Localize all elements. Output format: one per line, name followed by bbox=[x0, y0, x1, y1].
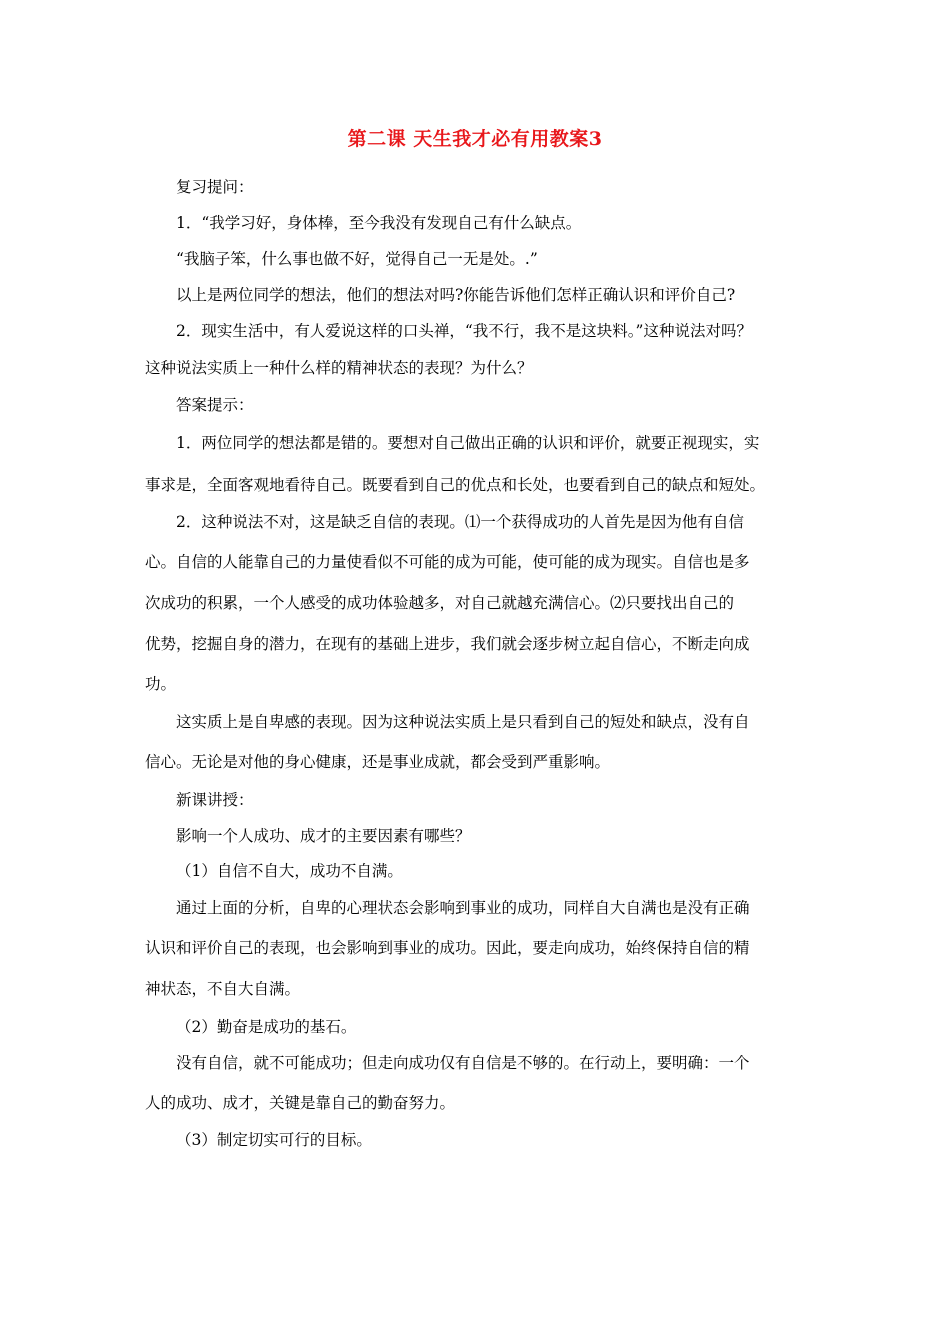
text-line: 认识和评价自己的表现，也会影响到事业的成功。因此，要走向成功，始终保持自信的精 bbox=[145, 939, 750, 957]
text-line: 人的成功、成才，关键是靠自己的勤奋努力。 bbox=[145, 1094, 456, 1112]
text-line: 功。 bbox=[145, 675, 177, 693]
text-line: 1．“我学习好，身体棒，至今我没有发现自己有什么缺点。 bbox=[176, 214, 582, 232]
text-line: 这种说法实质上一种什么样的精神状态的表现？为什么？ bbox=[145, 359, 533, 377]
text-line: 心。自信的人能靠自己的力量使看似不可能的成为可能，使可能的成为现实。自信也是多 bbox=[145, 553, 750, 571]
text-line: 2．现实生活中，有人爱说这样的口头禅，“我不行，我不是这块料。”这种说法对吗？ bbox=[176, 322, 752, 340]
text-line: 优势，挖掘自身的潜力，在现有的基础上进步，我们就会逐步树立起自信心，不断走向成 bbox=[145, 635, 750, 653]
text-line: 影响一个人成功、成才的主要因素有哪些？ bbox=[176, 827, 471, 845]
text-line: 通过上面的分析，自卑的心理状态会影响到事业的成功，同样自大自满也是没有正确 bbox=[176, 899, 750, 917]
text-line: 没有自信，就不可能成功；但走向成功仅有自信是不够的。在行动上，要明确：一个 bbox=[176, 1054, 750, 1072]
document-title: 第二课 天生我才必有用教案3 bbox=[347, 128, 603, 150]
text-line: 事求是，全面客观地看待自己。既要看到自己的优点和长处，也要看到自己的缺点和短处。 bbox=[145, 476, 766, 494]
text-line: （2）勤奋是成功的基石。 bbox=[176, 1018, 357, 1036]
text-line: 这实质上是自卑感的表现。因为这种说法实质上是只看到自己的短处和缺点，没有自 bbox=[176, 713, 750, 731]
text-line: 复习提问： bbox=[176, 178, 254, 196]
text-line: （3）制定切实可行的目标。 bbox=[176, 1131, 372, 1149]
text-line: 2．这种说法不对，这是缺乏自信的表现。⑴一个获得成功的人首先是因为他有自信 bbox=[176, 513, 744, 531]
text-line: 以上是两位同学的想法，他们的想法对吗?你能告诉他们怎样正确认识和评价自己? bbox=[176, 286, 736, 304]
text-line: 次成功的积累，一个人感受的成功体验越多，对自己就越充满信心。⑵只要找出自己的 bbox=[145, 594, 735, 612]
text-line: 新课讲授： bbox=[176, 791, 254, 809]
text-line: 信心。无论是对他的身心健康，还是事业成就，都会受到严重影响。 bbox=[145, 753, 611, 771]
text-line: 神状态，不自大自满。 bbox=[145, 980, 301, 998]
text-line: 答案提示： bbox=[176, 396, 254, 414]
text-line: 1．两位同学的想法都是错的。要想对自己做出正确的认识和评价，就要正视现实，实 bbox=[176, 434, 760, 452]
text-line: （1）自信不自大，成功不自满。 bbox=[176, 862, 403, 880]
text-line: “我脑子笨，什么事也做不好，觉得自己一无是处。.” bbox=[176, 250, 538, 268]
